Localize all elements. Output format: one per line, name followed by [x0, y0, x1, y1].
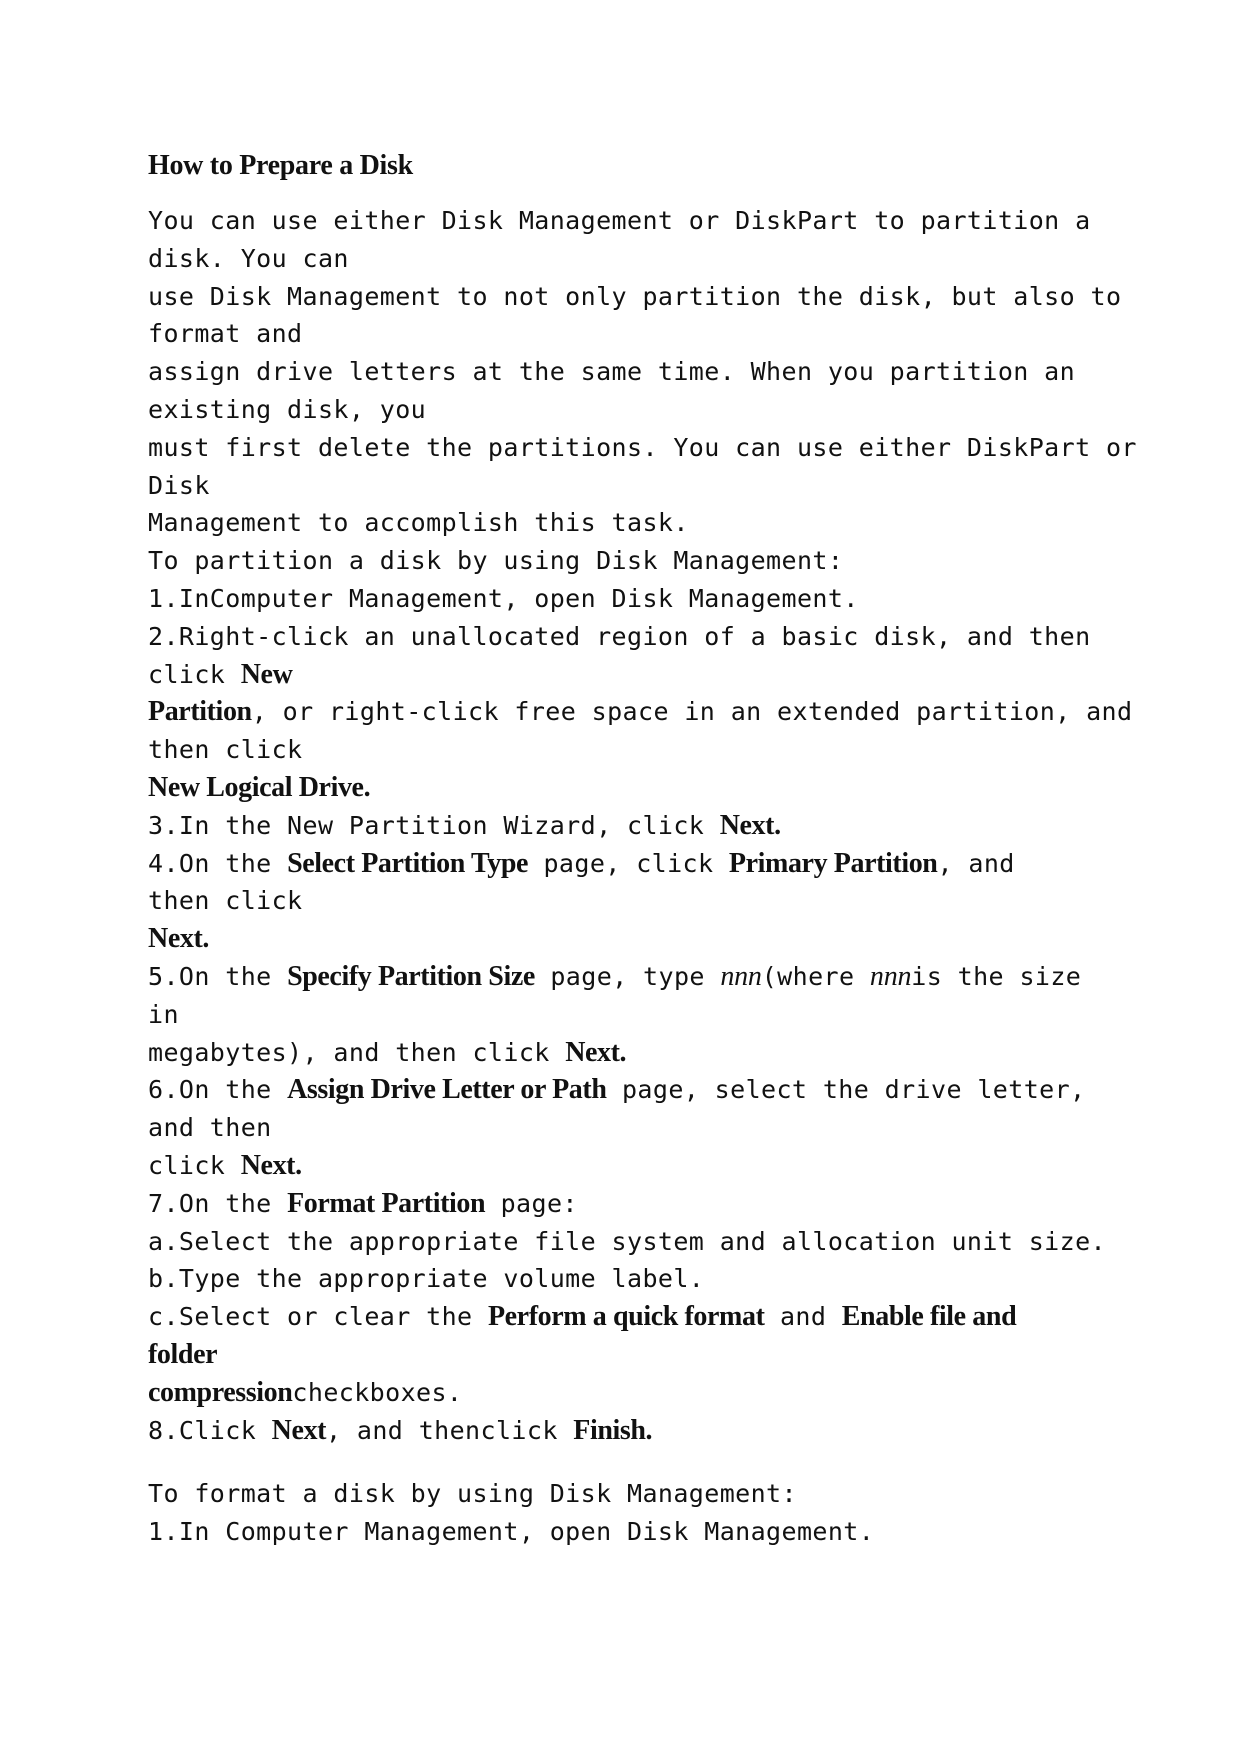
- ui-term-bold: Partition: [148, 696, 252, 728]
- step-text: 6.On the: [148, 1075, 288, 1105]
- step-text: page, type: [534, 961, 721, 991]
- ui-term-bold: Specify Partition Size: [287, 960, 535, 992]
- intro-line: existing disk, you: [148, 394, 427, 424]
- step-text: page:: [485, 1188, 578, 1218]
- step-5-line-1: [148, 958, 1108, 996]
- step-5-line-2: in: [148, 999, 179, 1029]
- ui-term-bold: Next.: [719, 809, 781, 841]
- step-text: page, select the drive letter,: [606, 1075, 1086, 1105]
- format-heading: To format a disk by using Disk Management:: [148, 1479, 797, 1509]
- ui-term-bold: Next: [271, 1414, 326, 1446]
- step-4-line-2: then click: [148, 886, 303, 916]
- ui-term-bold: Finish.: [573, 1414, 653, 1446]
- step-text: 8.Click: [148, 1415, 272, 1445]
- document-title: How to Prepare a Disk: [148, 150, 413, 181]
- step-2-line-3: [148, 693, 1133, 731]
- placeholder-italic: nnn: [720, 960, 762, 992]
- document-page: [148, 140, 1137, 1551]
- intro-line: assign drive letters at the same time. When you partition an: [148, 357, 1076, 387]
- step-7-sub-b: b.Type the appropriate volume label.: [148, 1264, 705, 1294]
- ui-term-bold: Primary Partition: [728, 847, 938, 879]
- format-step-1: 1.In Computer Management, open Disk Management.: [148, 1517, 875, 1547]
- step-4-line-1: [148, 845, 1108, 883]
- step-text: c.Select or clear the: [148, 1302, 488, 1332]
- step-8: [148, 1412, 1108, 1450]
- step-text: , and: [937, 848, 1015, 878]
- step-7-sub-c-line-3: [148, 1374, 1108, 1412]
- step-text: 4.On the: [148, 848, 288, 878]
- step-6-line-2: and then: [148, 1113, 272, 1143]
- step-4-line-3: [148, 920, 1108, 958]
- step-5-line-3: [148, 1034, 1108, 1072]
- step-text: , and thenclick: [326, 1415, 574, 1445]
- ui-term-bold: Next.: [565, 1036, 627, 1068]
- step-text: checkboxes.: [292, 1377, 463, 1407]
- placeholder-italic: nnn: [869, 960, 912, 992]
- step-6-line-3: [148, 1147, 1108, 1185]
- intro-line: Disk: [148, 470, 210, 500]
- step-2-line-1: 2.Right-click an unallocated region of a basic disk, and then: [148, 621, 1091, 651]
- step-text: is the size: [911, 961, 1082, 991]
- ui-term-bold: New: [240, 658, 293, 690]
- ui-term-bold: New Logical Drive.: [148, 771, 371, 803]
- ui-term-bold: Enable file and: [841, 1301, 1017, 1333]
- intro-line: disk. You can: [148, 243, 349, 273]
- step-text: 3.In the New Partition Wizard, click: [148, 810, 720, 840]
- step-7-sub-a: a.Select the appropriate file system and allocation unit size.: [148, 1226, 1106, 1256]
- step-text: megabytes), and then click: [148, 1037, 566, 1067]
- intro-line: You can use either Disk Management or DiskPart to partition a: [148, 206, 1091, 235]
- step-7-line-1: [148, 1185, 1108, 1223]
- step-text: click: [148, 659, 241, 689]
- intro-line: must first delete the partitions. You can use either DiskPart or: [148, 432, 1137, 462]
- ui-term-bold: Format Partition: [287, 1187, 486, 1219]
- step-3: [148, 807, 1108, 845]
- ui-term-bold: folder: [148, 1338, 218, 1370]
- partition-heading: To partition a disk by using Disk Management:: [148, 546, 844, 576]
- intro-line: Management to accomplish this task.: [148, 508, 689, 538]
- step-text: 5.On the: [148, 961, 288, 991]
- intro-line: format and: [148, 319, 303, 349]
- step-text: page, click: [528, 848, 729, 878]
- step-2-line-5: [148, 769, 1108, 807]
- ui-term-bold: Select Partition Type: [287, 847, 529, 879]
- step-7-sub-c: [148, 1298, 1108, 1336]
- step-text: click: [148, 1150, 241, 1180]
- step-6-line-1: [148, 1071, 1108, 1109]
- ui-term-bold: compression: [148, 1376, 293, 1408]
- section-gap: [148, 1449, 1108, 1475]
- step-2-line-4: then click: [148, 735, 303, 765]
- step-7-sub-c-line-2: [148, 1336, 1108, 1374]
- ui-term-bold: Perform a quick format: [487, 1301, 765, 1333]
- step-text: , or right-click free space in an extended partition, and: [251, 697, 1133, 727]
- ui-term-bold: Next.: [240, 1149, 302, 1181]
- step-text: and: [764, 1302, 842, 1332]
- ui-term-bold: Assign Drive Letter or Path: [287, 1074, 607, 1106]
- step-text: (where: [761, 961, 870, 991]
- step-text: 7.On the: [148, 1188, 288, 1218]
- intro-line: use Disk Management to not only partition the disk, but also to: [148, 281, 1122, 311]
- step-2-line-2: [148, 656, 1108, 694]
- ui-term-bold: Next.: [148, 923, 209, 955]
- step-1: 1.InComputer Management, open Disk Management.: [148, 583, 859, 613]
